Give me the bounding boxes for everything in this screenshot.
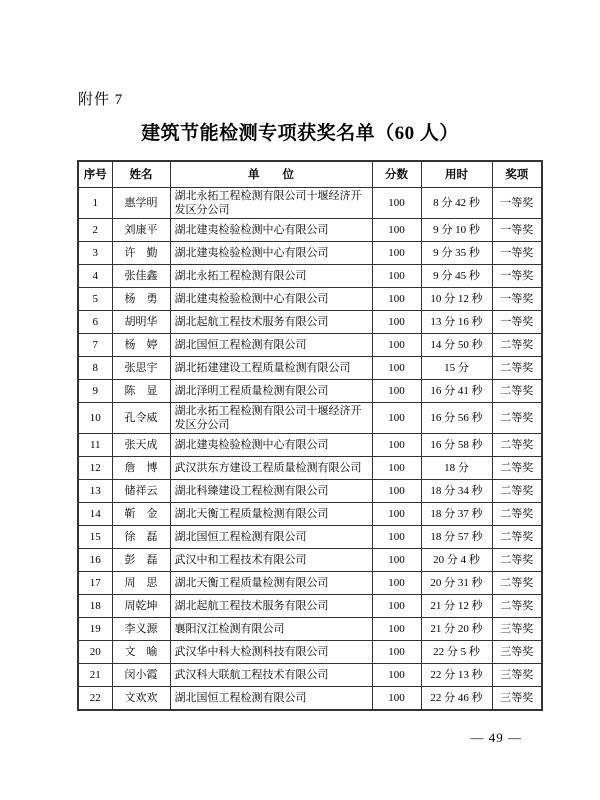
score-cell: 100 <box>372 434 421 457</box>
header-score: 分数 <box>372 161 421 188</box>
score-cell: 100 <box>372 403 421 434</box>
unit-cell: 湖北泽明工程质量检测有限公司 <box>170 380 372 403</box>
score-cell: 100 <box>372 526 421 549</box>
time-cell: 15 分 <box>421 357 492 380</box>
table-row <box>78 265 542 288</box>
table-header-row <box>78 161 542 188</box>
unit-cell: 湖北国恒工程检测有限公司 <box>170 334 372 357</box>
award-cell: 一等奖 <box>492 288 542 311</box>
award-cell: 一等奖 <box>492 242 542 265</box>
table-row <box>78 641 542 664</box>
serial-number-cell: 22 <box>78 687 112 711</box>
document-title: 建筑节能检测专项获奖名单（60 人） <box>141 123 459 144</box>
time-cell: 22 分 13 秒 <box>421 664 492 687</box>
table-row <box>78 526 542 549</box>
award-cell: 二等奖 <box>492 549 542 572</box>
award-cell: 二等奖 <box>492 526 542 549</box>
name-cell: 孔令威 <box>112 403 170 434</box>
time-cell: 9 分 35 秒 <box>421 242 492 265</box>
unit-cell: 襄阳汉江检测有限公司 <box>170 618 372 641</box>
serial-number-cell: 18 <box>78 595 112 618</box>
table-row <box>78 288 542 311</box>
award-cell: 二等奖 <box>492 357 542 380</box>
header-serial-number: 序号 <box>78 161 112 188</box>
table-row <box>78 219 542 242</box>
time-cell: 18 分 57 秒 <box>421 526 492 549</box>
unit-cell: 武汉科大联航工程技术有限公司 <box>170 664 372 687</box>
table-header <box>78 161 542 188</box>
name-cell: 文 喻 <box>112 641 170 664</box>
header-name: 姓名 <box>112 161 170 188</box>
table-row <box>78 618 542 641</box>
score-cell: 100 <box>372 618 421 641</box>
time-cell: 22 分 46 秒 <box>421 687 492 711</box>
unit-cell: 武汉中和工程技术有限公司 <box>170 549 372 572</box>
unit-cell: 湖北建夷检验检测中心有限公司 <box>170 434 372 457</box>
score-cell: 100 <box>372 242 421 265</box>
award-cell: 三等奖 <box>492 641 542 664</box>
score-cell: 100 <box>372 265 421 288</box>
score-cell: 100 <box>372 572 421 595</box>
unit-cell: 湖北天衡工程质量检测有限公司 <box>170 503 372 526</box>
award-cell: 二等奖 <box>492 572 542 595</box>
name-cell: 张思宇 <box>112 357 170 380</box>
award-cell: 一等奖 <box>492 188 542 219</box>
score-cell: 100 <box>372 457 421 480</box>
award-cell: 一等奖 <box>492 219 542 242</box>
unit-cell: 湖北起航工程技术服务有限公司 <box>170 595 372 618</box>
serial-number-cell: 12 <box>78 457 112 480</box>
award-cell: 三等奖 <box>492 687 542 711</box>
time-cell: 9 分 10 秒 <box>421 219 492 242</box>
time-cell: 21 分 20 秒 <box>421 618 492 641</box>
serial-number-cell: 1 <box>78 188 112 219</box>
time-cell: 16 分 41 秒 <box>421 380 492 403</box>
name-cell: 文欢欢 <box>112 687 170 711</box>
serial-number-cell: 2 <box>78 219 112 242</box>
name-cell: 李义源 <box>112 618 170 641</box>
serial-number-cell: 3 <box>78 242 112 265</box>
name-cell: 许 勤 <box>112 242 170 265</box>
table-body <box>78 188 542 711</box>
table-row <box>78 457 542 480</box>
name-cell: 张佳鑫 <box>112 265 170 288</box>
serial-number-cell: 9 <box>78 380 112 403</box>
name-cell: 周乾坤 <box>112 595 170 618</box>
name-cell: 张天成 <box>112 434 170 457</box>
serial-number-cell: 16 <box>78 549 112 572</box>
score-cell: 100 <box>372 188 421 219</box>
time-cell: 14 分 50 秒 <box>421 334 492 357</box>
table-row <box>78 480 542 503</box>
time-cell: 10 分 12 秒 <box>421 288 492 311</box>
table-row <box>78 664 542 687</box>
score-cell: 100 <box>372 357 421 380</box>
time-cell: 8 分 42 秒 <box>421 188 492 219</box>
score-cell: 100 <box>372 595 421 618</box>
unit-cell: 湖北建夷检验检测中心有限公司 <box>170 242 372 265</box>
score-cell: 100 <box>372 334 421 357</box>
score-cell: 100 <box>372 641 421 664</box>
award-cell: 二等奖 <box>492 503 542 526</box>
award-cell: 一等奖 <box>492 311 542 334</box>
name-cell: 靳 金 <box>112 503 170 526</box>
serial-number-cell: 19 <box>78 618 112 641</box>
serial-number-cell: 7 <box>78 334 112 357</box>
score-cell: 100 <box>372 664 421 687</box>
unit-cell: 武汉洪东方建设工程质量检测有限公司 <box>170 457 372 480</box>
serial-number-cell: 10 <box>78 403 112 434</box>
time-cell: 18 分 <box>421 457 492 480</box>
serial-number-cell: 20 <box>78 641 112 664</box>
name-cell: 惠学明 <box>112 188 170 219</box>
time-cell: 13 分 16 秒 <box>421 311 492 334</box>
serial-number-cell: 13 <box>78 480 112 503</box>
header-award: 奖项 <box>492 161 542 188</box>
table-row <box>78 334 542 357</box>
table-row <box>78 311 542 334</box>
name-cell: 胡明华 <box>112 311 170 334</box>
score-cell: 100 <box>372 288 421 311</box>
serial-number-cell: 21 <box>78 664 112 687</box>
award-cell: 二等奖 <box>492 480 542 503</box>
unit-cell: 湖北建夷检验检测中心有限公司 <box>170 219 372 242</box>
table-row <box>78 357 542 380</box>
table-row <box>78 403 542 434</box>
unit-cell: 湖北起航工程技术服务有限公司 <box>170 311 372 334</box>
name-cell: 周 思 <box>112 572 170 595</box>
unit-cell: 武汉华中科大检测科技有限公司 <box>170 641 372 664</box>
table-row <box>78 595 542 618</box>
name-cell: 杨 婷 <box>112 334 170 357</box>
table-row <box>78 572 542 595</box>
name-cell: 储祥云 <box>112 480 170 503</box>
score-cell: 100 <box>372 311 421 334</box>
serial-number-cell: 6 <box>78 311 112 334</box>
award-cell: 三等奖 <box>492 664 542 687</box>
unit-cell: 湖北建夷检验检测中心有限公司 <box>170 288 372 311</box>
page-number: — 49 — <box>470 730 522 745</box>
name-cell: 杨 勇 <box>112 288 170 311</box>
table-row <box>78 549 542 572</box>
name-cell: 詹 博 <box>112 457 170 480</box>
score-cell: 100 <box>372 480 421 503</box>
award-cell: 二等奖 <box>492 380 542 403</box>
unit-cell: 湖北科臻建设工程检测有限公司 <box>170 480 372 503</box>
score-cell: 100 <box>372 687 421 711</box>
attachment-label: 附件 7 <box>78 92 124 108</box>
table-row <box>78 242 542 265</box>
award-cell: 二等奖 <box>492 457 542 480</box>
serial-number-cell: 15 <box>78 526 112 549</box>
table-row <box>78 434 542 457</box>
score-cell: 100 <box>372 380 421 403</box>
award-cell: 二等奖 <box>492 334 542 357</box>
unit-cell: 湖北天衡工程质量检测有限公司 <box>170 572 372 595</box>
table-row <box>78 380 542 403</box>
time-cell: 16 分 58 秒 <box>421 434 492 457</box>
name-cell: 刘康平 <box>112 219 170 242</box>
table-row <box>78 687 542 711</box>
serial-number-cell: 14 <box>78 503 112 526</box>
serial-number-cell: 11 <box>78 434 112 457</box>
award-cell: 二等奖 <box>492 595 542 618</box>
award-cell: 二等奖 <box>492 434 542 457</box>
unit-cell: 湖北国恒工程检测有限公司 <box>170 687 372 711</box>
unit-cell: 湖北永拓工程检测有限公司 <box>170 265 372 288</box>
header-unit: 单 位 <box>170 161 372 188</box>
serial-number-cell: 4 <box>78 265 112 288</box>
time-cell: 16 分 56 秒 <box>421 403 492 434</box>
name-cell: 陈 显 <box>112 380 170 403</box>
name-cell: 彭 磊 <box>112 549 170 572</box>
score-cell: 100 <box>372 549 421 572</box>
time-cell: 18 分 37 秒 <box>421 503 492 526</box>
score-cell: 100 <box>372 503 421 526</box>
name-cell: 闵小霞 <box>112 664 170 687</box>
serial-number-cell: 5 <box>78 288 112 311</box>
time-cell: 22 分 5 秒 <box>421 641 492 664</box>
table-row <box>78 188 542 219</box>
award-table <box>77 160 543 711</box>
time-cell: 21 分 12 秒 <box>421 595 492 618</box>
unit-cell: 湖北永拓工程检测有限公司十堰经济开发区分公司 <box>170 403 372 434</box>
header-time-used: 用时 <box>421 161 492 188</box>
unit-cell: 湖北国恒工程检测有限公司 <box>170 526 372 549</box>
unit-cell: 湖北永拓工程检测有限公司十堰经济开发区分公司 <box>170 188 372 219</box>
award-cell: 一等奖 <box>492 265 542 288</box>
score-cell: 100 <box>372 219 421 242</box>
time-cell: 20 分 4 秒 <box>421 549 492 572</box>
time-cell: 18 分 34 秒 <box>421 480 492 503</box>
table-row <box>78 503 542 526</box>
serial-number-cell: 17 <box>78 572 112 595</box>
award-cell: 二等奖 <box>492 403 542 434</box>
time-cell: 9 分 45 秒 <box>421 265 492 288</box>
time-cell: 20 分 31 秒 <box>421 572 492 595</box>
unit-cell: 湖北拓建建设工程质量检测有限公司 <box>170 357 372 380</box>
name-cell: 徐 磊 <box>112 526 170 549</box>
serial-number-cell: 8 <box>78 357 112 380</box>
award-cell: 三等奖 <box>492 618 542 641</box>
